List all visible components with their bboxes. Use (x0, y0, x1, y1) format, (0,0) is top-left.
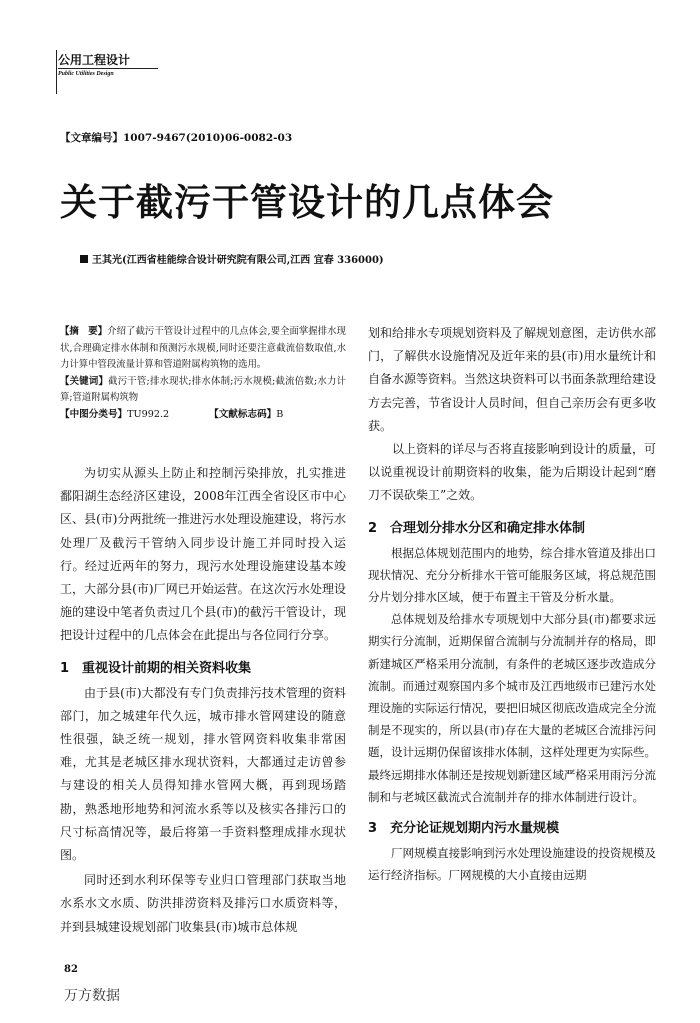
keywords-text: 截污干管;排水现状;排水体制;污水规模;截流倍数;水力计算;管道附属构筑物 (60, 375, 346, 404)
section-2-heading: 2 合理划分排水分区和确定排水体制 (368, 520, 586, 536)
header-rule-vertical (56, 50, 57, 94)
doc-code-value: B (276, 408, 284, 420)
classification-line (60, 407, 346, 424)
article-number-value: 1007-9467(2010)06-0082-03 (123, 132, 293, 144)
journal-name-cn: 公用工程设计 (58, 53, 131, 67)
left-column-body (60, 462, 346, 939)
author-line (80, 251, 384, 266)
abstract-text: 介绍了截污干管设计过程中的几点体会,要全面掌握排水现状,合理确定排水体制和预测污水规模,同时还要注意截流倍数取值,水力计算中管段流量计算和管道附属构筑物的选用。 (60, 326, 346, 371)
section-1-paragraph-2-continued: 划和给排水专项规划资料及了解规划意图，走访供水部门，了解供水设施情况及近年来的县(市)用水量统计和自备水源等资料。当然这块资料可以书面条款理给建设方去完善，节省设计人员时间，但自己亲历会有更多收获。 (368, 326, 657, 433)
intro-paragraph: 为切实从源头上防止和控制污染排放，扎实推进鄱阳湖生态经济区建设，2008年江西全省设区市中心区、县(市)分两批统一推进污水处理设施建设，将污水处理厂及截污干管纳入同步设计施工并同时投入运行。经过近两年的努力，现污水处理设施建设基本竣工，大部分县(市)厂网已开始运营。在这次污水处理设施的建设中笔者负责过几个县(市)的截污干管设计，现把设计过程中的几点体会在此提出与各位同行分享。 (60, 466, 346, 643)
author-text: 王其光(江西省桂能综合设计研究院有限公司,江西 宜春 336000) (92, 255, 384, 266)
section-2-paragraph-2: 总体规划及给排水专项规划中大部分县(市)都要求远期实行分流制，近期保留合流制与分流制并存的格局，即新建城区严格采用分流制，有条件的老城区逐步改造成分流制。而通过观察国内多个城市及江西地级市已建污水处理设施的实际运行情况，要把旧城区彻底改造成完全分流制是不现实的，所以县(市)存在大量的老城区合流排污问题，设计远期仍保留该排水体制，这样处理更为实际些。最终远期排水体制还是按规划新建区域严格采用雨污分流制和与老城区截流式合流制并存的排水体制进行设计。 (368, 612, 656, 804)
abstract-block (60, 324, 346, 424)
doc-code-label: 【文献标志码】 (209, 408, 277, 420)
section-3-paragraph-1: 厂网规模直接影响到污水处理设施建设的投资规模及运行经济指标。厂网规模的大小直接由远期 (368, 846, 656, 883)
section-1-paragraph-2: 同时还到水利环保等专业归口管理部门获取当地水系水文水质、防洪排涝资料及排污口水质资料等，并到县城建设规划部门收集县(市)城市总体规 (60, 873, 346, 934)
article-number (60, 130, 292, 145)
section-1-heading: 1 重视设计前期的相关资料收集 (60, 660, 252, 676)
clc-value: TU992.2 (127, 408, 170, 420)
journal-header (58, 52, 168, 79)
page-number: 82 (64, 964, 78, 975)
section-1-paragraph-3: 以上资料的详尽与否将直接影响到设计的质量，可以说重视设计前期资料的收集，能为后期设计起到“磨刀不误砍柴工”之效。 (368, 442, 657, 503)
page-title: 关于截污干管设计的几点体会 (60, 181, 554, 224)
square-bullet-icon (80, 255, 88, 263)
section-3-heading: 3 充分论证规划期内污水量规模 (368, 821, 560, 837)
article-number-label: 【文章编号】 (60, 132, 123, 144)
keywords (60, 374, 346, 407)
abstract (60, 324, 346, 374)
journal-name-en: Public Utilities Design (58, 71, 114, 77)
keywords-label: 【关键词】 (60, 375, 109, 387)
right-column-body (368, 322, 656, 886)
clc-label: 【中图分类号】 (60, 408, 128, 420)
section-1-paragraph-1: 由于县(市)大都没有专门负责排污技术管理的资料部门，加之城建年代久远，城市排水管网建设的随意性很强，缺乏统一规划，排水管网资料收集非常困难，尤其是老城区排水现状资料，大都通过走访曾参与建设的相关人员得知排水管网大概，再到现场踏勘，熟悉地形地势和河流水系等以及核实各排污口的尺寸标高情况等，最后将第一手资料整理成排水现状图。 (60, 685, 346, 863)
section-2-paragraph-1: 根据总体规划范围内的地势，综合排水管道及排出口现状情况、充分分析排水干管可能服务区域，将总规范围分片划分排水区域，便于布置主干管及分析水量。 (368, 545, 656, 605)
abstract-label: 【摘 要】 (60, 326, 108, 337)
watermark: 万方数据 (64, 988, 120, 1004)
